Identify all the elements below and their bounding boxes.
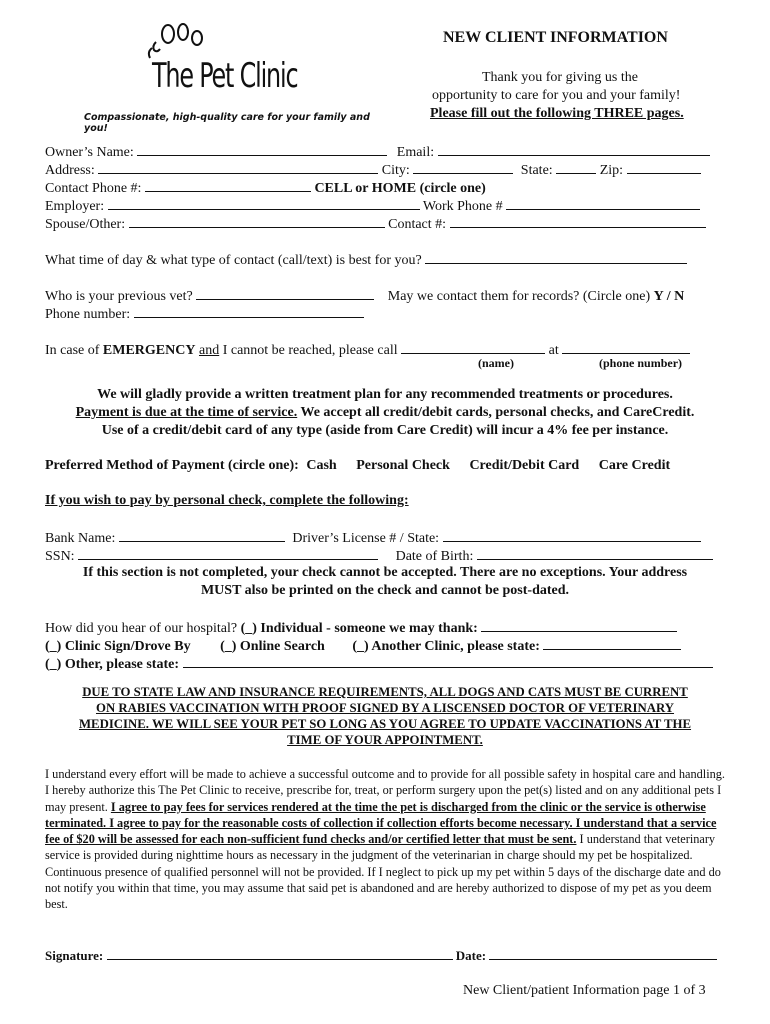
dob-field[interactable] — [477, 546, 713, 560]
signature-field[interactable] — [107, 946, 453, 960]
agreement-text-2: I understand that veterinary service is provided during nighttime hours as necessary in the judgment of the veterinarian in charge should my pet be hospitalized. Continuous presence of qualified personnel will not be provided. If I neglect to pick up my pet within 5 days of the discharge date and do not notify you within that time, you may assume that said pet is abandoned and are hereby authorized to dispose of my pet as you deem best. — [45, 832, 721, 912]
date-label: Date: — [455, 948, 487, 963]
check-warning-line-1: If this section is not completed, your check cannot be accepted. There are no exceptions. Your address — [82, 565, 688, 580]
payment-due-text: Payment is due at the time of service. — [75, 405, 298, 420]
dob-label: Date of Birth: — [395, 549, 474, 564]
rabies-line-2: ON RABIES VACCINATION WITH PROOF SIGNED BY A LISCENSED DOCTOR OF VETERINARY — [95, 701, 675, 715]
address-label: Address: — [45, 163, 95, 178]
signature-label: Signature: — [45, 948, 104, 963]
emergency-phone-caption: (phone number) — [599, 356, 683, 370]
bank-row — [45, 528, 701, 548]
referral-online-option[interactable]: (_) Online Search — [220, 639, 325, 654]
page-footer: New Client/patient Information page 1 of 3 — [463, 983, 706, 998]
vet-row — [45, 286, 684, 306]
spouse-field[interactable] — [129, 214, 385, 228]
work-phone-label: Work Phone # — [422, 199, 503, 214]
work-phone-field[interactable] — [506, 196, 700, 210]
address-row — [45, 160, 701, 180]
page-title: NEW CLIENT INFORMATION — [443, 29, 668, 46]
bank-label: Bank Name: — [45, 531, 116, 546]
emergency-name-field[interactable] — [401, 340, 545, 354]
signature-row — [45, 946, 717, 965]
contact-phone-row — [45, 178, 486, 198]
emergency-row — [45, 340, 690, 360]
payment-method-label: Preferred Method of Payment (circle one): — [45, 458, 299, 473]
thanks-line-2: opportunity to care for you and your family! — [432, 88, 681, 103]
owner-name-label: Owner’s Name: — [45, 145, 134, 160]
referral-other-row — [45, 654, 713, 674]
spouse-row — [45, 214, 706, 234]
previous-vet-field[interactable] — [196, 286, 374, 300]
check-heading: If you wish to pay by personal check, complete the following: — [45, 493, 409, 508]
license-label: Driver’s License # / State: — [292, 531, 440, 546]
referral-clinic-field[interactable] — [543, 636, 681, 650]
emergency-post-text: I cannot be reached, please call — [222, 343, 398, 358]
yes-no-option[interactable]: Y / N — [653, 289, 685, 304]
payment-notice-line-2 — [30, 404, 740, 422]
referral-individual-option[interactable]: (_) Individual - someone we may thank: — [240, 621, 478, 636]
referral-individual-field[interactable] — [481, 618, 677, 632]
pages-instruction: Please fill out the following THREE pages. — [430, 106, 684, 121]
emergency-and-text: and — [198, 343, 220, 358]
payment-notice-line-1: We will gladly provide a written treatment plan for any recommended treatments or procedures. — [97, 387, 673, 402]
payment-accepted-text: We accept all credit/debit cards, personal checks, and CareCredit. — [297, 405, 695, 420]
bank-field[interactable] — [119, 528, 285, 542]
city-label: City: — [381, 163, 410, 178]
referral-question: How did you hear of our hospital? — [45, 621, 238, 636]
contact-pref-field[interactable] — [425, 250, 687, 264]
payment-notice-line-3: Use of a credit/debit card of any type (aside from Care Credit) will incur a 4% fee per instance. — [101, 423, 669, 438]
referral-clinic-option[interactable]: (_) Another Clinic, please state: — [352, 639, 540, 654]
employer-row — [45, 196, 700, 216]
license-field[interactable] — [443, 528, 701, 542]
referral-other-option[interactable]: (_) Other, please state: — [45, 657, 180, 672]
payment-option-carecredit[interactable]: Care Credit — [598, 458, 671, 473]
emergency-phone-field[interactable] — [562, 340, 690, 354]
payment-method-row — [45, 457, 670, 475]
agreement-fees-text: I agree to pay fees for services rendered at the time the pet is discharged from the clinic or the service is otherwise terminated. I agree to pay for the reasonable costs of collection if collection efforts become necessary. I understand that a service fee of $20 will be assessed for each non-sufficient fund checks and/or certified letter that must be sent. — [45, 799, 717, 847]
contact-num-field[interactable] — [450, 214, 706, 228]
owner-row — [45, 142, 710, 162]
zip-label: Zip: — [599, 163, 624, 178]
city-field[interactable] — [413, 160, 513, 174]
previous-vet-label: Who is your previous vet? — [45, 289, 193, 304]
contact-num-label: Contact #: — [388, 217, 447, 232]
referral-sign-option[interactable]: (_) Clinic Sign/Drove By — [45, 639, 191, 654]
owner-name-field[interactable] — [137, 142, 387, 156]
clinic-tagline: Compassionate, high-quality care for your family and you! — [84, 112, 370, 134]
clinic-name: The Pet Clinic — [152, 56, 298, 96]
agreement-paragraph — [45, 766, 725, 913]
contact-phone-field[interactable] — [145, 178, 311, 192]
email-field[interactable] — [438, 142, 710, 156]
thanks-line-1: Thank you for giving us the — [482, 70, 638, 85]
referral-row — [45, 618, 677, 638]
rabies-line-3: MEDICINE. WE WILL SEE YOUR PET SO LONG AS YOU AGREE TO UPDATE VACCINATIONS AT THE — [78, 717, 692, 731]
contact-pref-label: What time of day & what type of contact (call/text) is best for you? — [45, 253, 422, 268]
state-field[interactable] — [556, 160, 596, 174]
zip-field[interactable] — [627, 160, 701, 174]
spouse-label: Spouse/Other: — [45, 217, 126, 232]
referral-options-row — [45, 636, 681, 656]
date-field[interactable] — [489, 946, 717, 960]
contact-pref-row — [45, 250, 687, 270]
state-label: State: — [520, 163, 553, 178]
ssn-row — [45, 546, 713, 566]
emergency-pre-text: In case of — [45, 343, 100, 358]
cell-or-home-label: CELL or HOME (circle one) — [314, 181, 486, 196]
check-warning-line-2: MUST also be printed on the check and cannot be post-dated. — [200, 583, 570, 598]
emergency-at-text: at — [548, 343, 559, 358]
agreement-text-1: I understand every effort will be made to achieve a successful outcome and to provide for all possible safety in hospital care and handling. I hereby authorize this The Pet Clinic to receive, prescribe for, treat, or perform surgery upon the pet(s) listed and on any additional pets I may present. — [45, 767, 725, 814]
employer-field[interactable] — [108, 196, 420, 210]
employer-label: Employer: — [45, 199, 105, 214]
rabies-line-1: DUE TO STATE LAW AND INSURANCE REQUIREMENTS, ALL DOGS AND CATS MUST BE CURRENT — [82, 685, 688, 699]
contact-phone-label: Contact Phone #: — [45, 181, 142, 196]
payment-option-card[interactable]: Credit/Debit Card — [469, 458, 580, 473]
vet-phone-label: Phone number: — [45, 307, 131, 322]
ssn-label: SSN: — [45, 549, 75, 564]
emergency-name-caption: (name) — [478, 356, 514, 370]
address-field[interactable] — [98, 160, 378, 174]
referral-other-field[interactable] — [183, 654, 713, 668]
clinic-logo — [80, 18, 380, 134]
may-contact-label: May we contact them for records? (Circle one) — [387, 289, 651, 304]
ssn-field[interactable] — [78, 546, 378, 560]
emergency-bold-text: EMERGENCY — [102, 343, 196, 358]
rabies-line-4: TIME OF YOUR APPOINTMENT. — [287, 733, 483, 747]
payment-option-check[interactable]: Personal Check — [356, 458, 450, 473]
email-label: Email: — [396, 145, 435, 160]
vet-phone-field[interactable] — [134, 304, 364, 318]
payment-option-cash[interactable]: Cash — [306, 458, 337, 473]
vet-phone-row — [45, 304, 364, 324]
